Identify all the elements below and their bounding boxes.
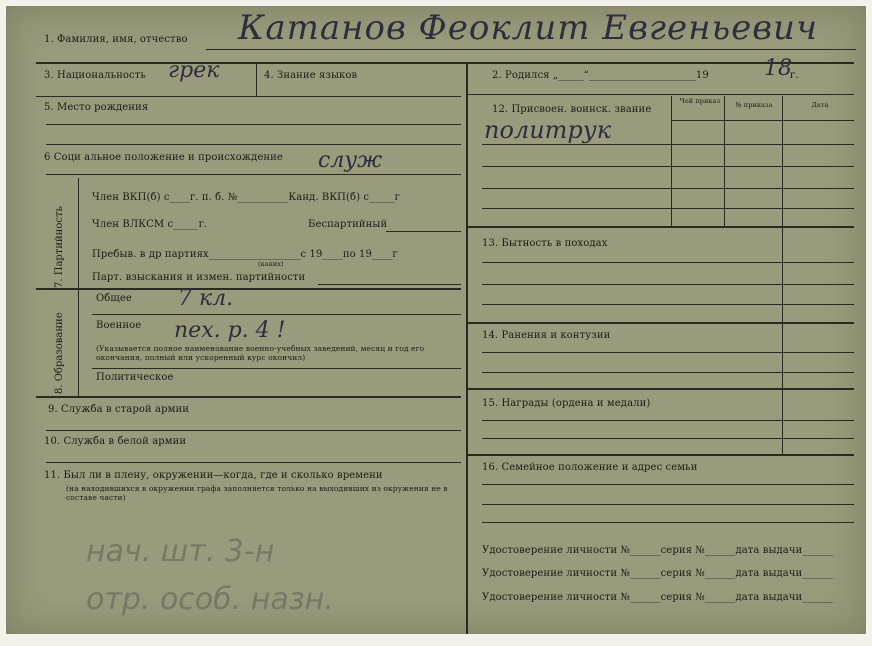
handwritten-name: Катанов Феоклит Евгеньевич [238, 8, 819, 48]
rule [671, 120, 854, 121]
id-line-1: Удостоверение личности №______серия №______дата выдачи______ [482, 545, 833, 556]
rule [46, 462, 461, 463]
field-14-label: 14. Ранения и контузии [482, 330, 611, 341]
field-1-label: 1. Фамилия, имя, отчество [44, 34, 188, 45]
rule [482, 166, 854, 167]
col-order-no: № приказа [735, 101, 773, 109]
rule [482, 262, 854, 263]
rule [724, 96, 725, 226]
col-whose-order: Чей приказ [679, 97, 721, 105]
rule [482, 284, 854, 285]
other-parties-line: Пребыв. в др партиях__________________с 19____по 19____г [92, 249, 398, 260]
center-divider [466, 62, 468, 634]
rule [782, 390, 783, 454]
field-13-label: 13. Бытность в походах [482, 238, 608, 249]
education-section-label: 8. Образование [54, 312, 65, 394]
rule [36, 288, 461, 290]
rule [92, 314, 461, 315]
rule [482, 304, 854, 305]
rule [92, 368, 461, 369]
rule [318, 284, 461, 285]
field-2-label: 2. Родился „_____“_____________________19 [492, 70, 709, 81]
rule [482, 188, 854, 189]
rule [782, 96, 783, 226]
rule [782, 324, 783, 388]
party-member-line: Член ВКП(б) с____г. п. б. №__________Канд. ВКП(б) с_____г [92, 192, 400, 203]
party-section-label: 7. Партийность [54, 206, 65, 288]
rule [36, 396, 461, 398]
rule [46, 174, 461, 175]
nonparty-label: Беспартийный [308, 219, 388, 230]
field-3-label: 3. Национальность [44, 70, 146, 81]
rule [468, 226, 854, 228]
rule [482, 484, 854, 485]
rule [482, 372, 854, 373]
edu-general-label: Общее [96, 293, 132, 304]
rule [78, 178, 79, 288]
edu-note: (Указывается полное наименование военно-учебных заведений, месяц и год его окончания, полный или ускоренный курс окончил) [96, 344, 425, 362]
handwritten-nationality: грек [168, 58, 220, 83]
rule [468, 388, 854, 390]
field-11-note: (на находившихся в окружении графа заполняется только на выходивших из окружения не в составе части) [66, 484, 448, 502]
id-line-2: Удостоверение личности №______серия №______дата выдачи______ [482, 568, 833, 579]
handwritten-rank: политрук [484, 116, 612, 144]
rule [782, 228, 783, 322]
rule [482, 438, 854, 439]
rule [482, 352, 854, 353]
rule [46, 430, 461, 431]
personnel-record-card [6, 6, 866, 634]
pencil-note-2: отр. особ. назн. [86, 582, 334, 617]
rule [482, 208, 854, 209]
edu-political-label: Политическое [96, 372, 174, 383]
handwritten-birth-year: 18 [764, 56, 792, 81]
field-2-suffix: г. [790, 70, 799, 81]
handwritten-edu-general: 7 кл. [178, 286, 234, 311]
handwritten-edu-military: пех. р. 4 ! [174, 318, 286, 343]
field-16-label: 16. Семейное положение и адрес семьи [482, 462, 698, 473]
rule [46, 144, 461, 145]
field-11-label: 11. Был ли в плену, окружении—когда, где и сколько времени [44, 470, 383, 481]
field-4-label: 4. Знание языков [264, 70, 358, 81]
edu-military-label: Военное [96, 320, 142, 331]
id-line-3: Удостоверение личности №______серия №______дата выдачи______ [482, 592, 833, 603]
field-15-label: 15. Награды (ордена и медали) [482, 398, 651, 409]
field-6-label: 6 Соци альное положение и происхождение [44, 152, 283, 163]
rule [482, 522, 854, 523]
rule [482, 144, 854, 145]
field-10-label: 10. Служба в белой армии [44, 436, 187, 447]
rule [256, 64, 257, 96]
rule [671, 96, 672, 226]
rule [468, 322, 854, 324]
rule [386, 231, 461, 232]
rule [468, 94, 854, 95]
field-9-label: 9. Служба в старой армии [48, 404, 190, 415]
penalties-label: Парт. взыскания и измен. партийности [92, 272, 306, 283]
rule [78, 290, 79, 396]
field-12-label: 12. Присвоен. воинск. звание [492, 104, 652, 115]
rule [36, 96, 461, 97]
rule [36, 62, 854, 64]
rule [206, 49, 856, 50]
which-note: (каких) [258, 260, 284, 268]
rule [46, 124, 461, 125]
komsomol-line: Член ВЛКСМ с_____г. [92, 219, 208, 230]
col-date: Дата [811, 101, 829, 109]
pencil-note-1: нач. шт. 3-н [86, 534, 275, 569]
field-5-label: 5. Место рождения [44, 102, 149, 113]
rule [482, 420, 854, 421]
handwritten-social: служ [318, 148, 383, 173]
rule [468, 454, 854, 456]
rule [482, 504, 854, 505]
